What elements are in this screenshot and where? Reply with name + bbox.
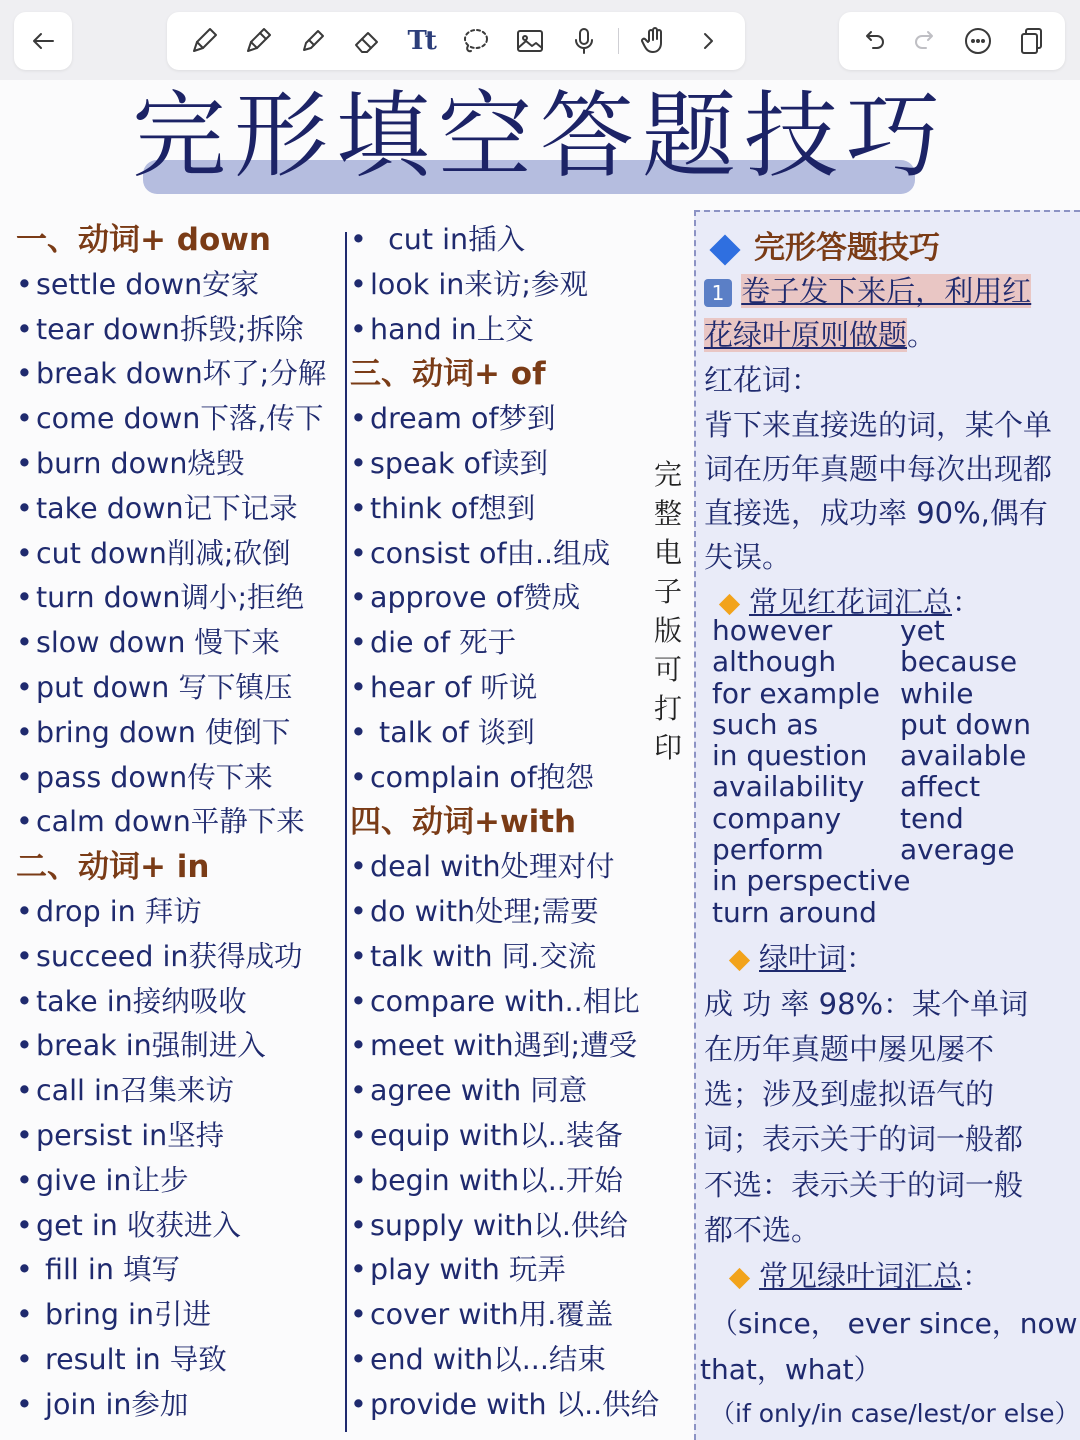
pencil-icon[interactable] <box>184 21 224 61</box>
bullet-icon: • <box>16 1118 33 1152</box>
phrase-column-middle <box>350 218 660 1428</box>
vertical-note-char: 印 <box>653 731 682 764</box>
phrase-item <box>350 1383 660 1428</box>
green-desc-3: 选；涉及到虚拟语气的 <box>704 1077 995 1111</box>
bullet-icon: • <box>16 446 33 480</box>
red-word: affect <box>900 770 981 804</box>
phrase-item <box>16 352 346 397</box>
bullet-icon: • <box>350 1074 367 1108</box>
phrase-text: provide with 以..供给 <box>370 1387 660 1421</box>
bullet-icon: • <box>16 939 33 973</box>
history-actions <box>839 12 1065 70</box>
red-desc-4: 失误。 <box>704 540 792 574</box>
image-icon[interactable] <box>510 21 550 61</box>
green-words-line-1: （since， ever since，now <box>710 1307 1078 1340</box>
phrase-text: deal with处理对付 <box>370 850 615 884</box>
phrase-item <box>350 1069 650 1114</box>
page-title: 完形填空答题技巧 <box>131 82 948 191</box>
phrase-item <box>350 845 650 890</box>
bullet-icon: • <box>350 267 367 301</box>
bullet-icon: • <box>350 670 367 704</box>
phrase-text: tear down拆毁;拆除 <box>36 312 304 346</box>
phrase-item <box>16 980 346 1025</box>
bullet-icon: • <box>16 760 33 794</box>
phrase-item <box>350 442 650 487</box>
column-divider <box>345 232 347 1432</box>
phrase-text: play with 玩弄 <box>370 1253 566 1287</box>
section-heading <box>16 845 346 890</box>
bullet-icon: • <box>16 1163 33 1197</box>
bullet-icon: • <box>16 357 33 391</box>
phrase-item <box>16 442 346 487</box>
bullet-icon: • <box>16 491 33 525</box>
phrase-text: turn down调小;拒绝 <box>36 581 305 615</box>
bullet-icon: • <box>16 1342 33 1376</box>
phrase-text: consist of由..组成 <box>370 536 611 570</box>
phrase-text: pass down传下来 <box>36 760 273 794</box>
phrase-text: 二、动词+ in <box>16 849 210 886</box>
phrase-text: come down下落,传下 <box>36 402 324 436</box>
vertical-note-char: 版 <box>653 614 682 647</box>
phrase-text: give in让步 <box>36 1163 189 1197</box>
phrase-text: get in 收获进入 <box>36 1208 241 1242</box>
highlighter-icon[interactable] <box>293 21 333 61</box>
orange-diamond-icon <box>729 949 750 970</box>
vertical-note-char: 整 <box>653 497 682 530</box>
bullet-icon: • <box>16 715 33 749</box>
phrase-item <box>16 532 346 577</box>
green-leaf-label: 绿叶词： <box>726 936 875 977</box>
phrase-text: succeed in获得成功 <box>36 939 303 973</box>
phrase-item <box>16 756 346 801</box>
tips-panel <box>694 210 1080 1440</box>
phrase-item <box>350 666 650 711</box>
phrase-item <box>350 308 650 353</box>
green-list-title: 常见绿叶词汇总： <box>726 1254 991 1295</box>
phrase-text: approve of赞成 <box>370 581 581 615</box>
green-words-line-2: that，what） <box>700 1353 882 1386</box>
phrase-item <box>16 1024 346 1069</box>
blue-diamond-icon <box>709 234 740 265</box>
phrase-text: die of 死于 <box>370 626 517 660</box>
bullet-icon: • <box>350 536 367 570</box>
phrase-item <box>350 890 650 935</box>
phrase-text: end with以...结束 <box>370 1342 606 1376</box>
red-word-row <box>712 615 1072 646</box>
bullet-icon: • <box>350 1163 367 1197</box>
phrase-item <box>350 711 650 756</box>
phrase-text: bring in引进 <box>36 1298 211 1332</box>
phrase-text: break down坏了;分解 <box>36 357 327 391</box>
bullet-icon: • <box>350 1253 367 1287</box>
phrase-text: 四、动词+with <box>350 804 577 841</box>
red-word: put down <box>900 707 1031 741</box>
bullet-icon: • <box>16 536 33 570</box>
red-word: available <box>900 739 1027 773</box>
phrase-item <box>350 218 650 263</box>
lasso-icon[interactable] <box>455 21 495 61</box>
phrase-text: supply with以.供给 <box>370 1208 628 1242</box>
step-line-2: 花绿叶原则做题。 <box>704 318 937 352</box>
phrase-item <box>16 621 346 666</box>
phrase-item <box>350 576 650 621</box>
phrase-item <box>16 397 346 442</box>
back-button[interactable] <box>14 12 72 70</box>
eraser-icon[interactable] <box>347 21 387 61</box>
bullet-icon: • <box>16 267 33 301</box>
phrase-text: do with处理;需要 <box>370 894 599 928</box>
phrase-column-left <box>16 218 346 1428</box>
bullet-icon: • <box>350 894 367 928</box>
red-word-row <box>712 865 1072 896</box>
red-word-row <box>712 834 1072 865</box>
phrase-item <box>16 1159 346 1204</box>
phrase-text: look in来访;参观 <box>370 267 588 301</box>
red-word-row <box>712 771 1072 802</box>
undo-icon[interactable] <box>853 21 893 61</box>
bullet-icon: • <box>350 402 367 436</box>
red-word-row <box>712 897 1072 928</box>
red-word: for example <box>712 676 880 710</box>
bullet-icon: • <box>350 1387 367 1421</box>
red-word: yet <box>900 614 945 647</box>
red-word: perform <box>712 833 824 867</box>
red-word-row <box>712 678 1072 709</box>
phrase-text: 三、动词+ of <box>350 356 546 393</box>
bullet-icon: • <box>350 312 367 346</box>
vertical-note-char: 电 <box>653 536 682 569</box>
more-icon[interactable] <box>958 21 998 61</box>
phrase-text: cut in插入 <box>370 223 526 256</box>
vertical-note <box>650 455 686 767</box>
phrase-item <box>16 1293 346 1338</box>
toolbar-divider <box>618 28 619 54</box>
bullet-icon: • <box>350 1029 367 1063</box>
phrase-text: agree with 同意 <box>370 1074 588 1108</box>
bullet-icon: • <box>350 581 367 615</box>
bullet-icon: • <box>350 491 367 525</box>
pages-icon[interactable] <box>1011 21 1051 61</box>
green-desc-4: 词；表示关于的词一般都 <box>704 1122 1024 1156</box>
phrase-text: 一、动词+ down <box>16 222 271 258</box>
red-word-row <box>712 803 1072 834</box>
phrase-text: take down记下记录 <box>36 491 298 525</box>
phrase-text: call in召集来访 <box>36 1074 235 1108</box>
bullet-icon: • <box>350 223 367 256</box>
phrase-text: fill in 填写 <box>36 1253 180 1287</box>
phrase-text: cut down削减;砍倒 <box>36 536 291 570</box>
bullet-icon: • <box>350 446 367 480</box>
phrase-item <box>350 1248 650 1293</box>
phrase-item <box>350 1204 650 1249</box>
phrase-item <box>350 756 650 801</box>
phrase-text: meet with遇到;遭受 <box>370 1029 638 1063</box>
phrase-item <box>16 1338 346 1383</box>
green-desc-5: 不选：表示关于的词一般 <box>704 1168 1024 1202</box>
green-words-line-3: （if only/in case/lest/or else） <box>710 1399 1080 1428</box>
phrase-item <box>350 532 650 577</box>
phrase-item <box>16 576 346 621</box>
section-heading <box>350 800 650 845</box>
arrow-left-icon <box>23 21 63 61</box>
phrase-text: complain of抱怨 <box>370 760 594 794</box>
phrase-item <box>16 800 346 845</box>
red-word: while <box>900 676 974 710</box>
bullet-icon: • <box>350 850 367 884</box>
bullet-icon: • <box>350 939 367 973</box>
keycap-one-icon: 1 <box>704 279 732 307</box>
bullet-icon: • <box>16 1387 33 1421</box>
step-line-1: 1 卷子发下来后，利用红 <box>704 269 1031 310</box>
phrase-item <box>16 1114 346 1159</box>
bullet-icon: • <box>16 1208 33 1242</box>
vertical-note-char: 打 <box>653 692 682 725</box>
redo-icon[interactable] <box>906 21 946 61</box>
red-desc-3: 直接选，成功率 90%,偶有 <box>704 496 1048 530</box>
phrase-text: hear of 听说 <box>370 670 538 704</box>
phrase-text: burn down烧毁 <box>36 446 245 480</box>
bullet-icon: • <box>350 984 367 1018</box>
phrase-item <box>16 263 346 308</box>
bullet-icon: • <box>350 1118 367 1152</box>
phrase-text: compare with..相比 <box>370 984 640 1018</box>
red-word: in question <box>712 739 868 773</box>
red-word: average <box>900 833 1015 867</box>
panel-title: 完形答题技巧 <box>704 222 940 267</box>
microphone-icon[interactable] <box>564 21 604 61</box>
red-list-title: 常见红花词汇总： <box>716 580 981 621</box>
phrase-text: dream of梦到 <box>370 402 556 436</box>
phrase-text: break in强制进入 <box>36 1029 266 1063</box>
text-tool-icon[interactable]: Tt <box>407 26 435 56</box>
bullet-icon: • <box>16 670 33 704</box>
bullet-icon: • <box>16 984 33 1018</box>
red-desc-1: 背下来直接选的词，某个单 <box>704 408 1053 442</box>
bullet-icon: • <box>16 805 33 839</box>
phrase-text: speak of读到 <box>370 446 548 480</box>
phrase-text: join in参加 <box>36 1387 189 1421</box>
bullet-icon: • <box>16 581 33 615</box>
vertical-note-char: 完 <box>653 458 682 491</box>
phrase-item <box>350 1293 650 1338</box>
phrase-item <box>350 1338 650 1383</box>
red-word-row <box>712 740 1072 771</box>
phrase-text: think of想到 <box>370 491 536 525</box>
red-desc-2: 词在历年真题中每次出现都 <box>704 452 1053 486</box>
green-desc-6: 都不选。 <box>704 1213 821 1247</box>
phrase-text: slow down 慢下来 <box>36 626 281 660</box>
red-word: tend <box>900 801 964 835</box>
toolbar <box>0 0 1080 80</box>
tool-palette <box>167 12 745 70</box>
phrase-item <box>16 711 346 756</box>
green-desc-1: 成 功 率 98%：某个单词 <box>704 987 1029 1021</box>
phrase-text: cover with用.覆盖 <box>370 1298 614 1332</box>
bullet-icon: • <box>350 715 367 749</box>
phrase-item <box>350 980 650 1025</box>
red-word: such as <box>712 707 819 741</box>
bullet-icon: • <box>16 1253 33 1287</box>
phrase-item <box>16 935 346 980</box>
red-word: turn around <box>712 895 877 929</box>
red-word: because <box>900 645 1018 679</box>
phrase-text: drop in 拜访 <box>36 894 202 928</box>
bullet-icon: • <box>350 626 367 660</box>
red-word: company <box>712 801 842 835</box>
bullet-icon: • <box>16 626 33 660</box>
phrase-text: bring down 使倒下 <box>36 715 291 749</box>
red-word-row <box>712 646 1072 677</box>
phrase-item <box>350 397 650 442</box>
phrase-text: talk with 同.交流 <box>370 939 597 973</box>
phrase-item <box>350 935 650 980</box>
phrase-text: take in接纳吸收 <box>36 984 247 1018</box>
phrase-item <box>16 1204 346 1249</box>
chevron-right-icon[interactable] <box>688 21 728 61</box>
red-word: availability <box>712 770 865 804</box>
phrase-text: equip with以..装备 <box>370 1118 623 1152</box>
phrase-text: result in 导致 <box>36 1342 227 1376</box>
bullet-icon: • <box>350 1298 367 1332</box>
bullet-icon: • <box>16 1074 33 1108</box>
vertical-note-char: 可 <box>653 653 682 686</box>
bullet-icon: • <box>16 402 33 436</box>
phrase-item <box>16 890 346 935</box>
red-flower-label: 红花词： <box>704 363 821 397</box>
bullet-icon: • <box>16 894 33 928</box>
phrase-item <box>350 487 650 532</box>
fountain-pen-icon[interactable] <box>238 21 278 61</box>
phrase-item <box>16 1069 346 1114</box>
red-word: however <box>712 614 833 647</box>
phrase-text: talk of 谈到 <box>370 715 535 749</box>
orange-diamond-icon <box>729 1267 750 1288</box>
phrase-item <box>350 621 650 666</box>
red-word: although <box>712 645 837 679</box>
phrase-text: settle down安家 <box>36 267 260 301</box>
green-desc-2: 在历年真题中屡见屡不 <box>704 1032 995 1066</box>
vertical-note-char: 子 <box>653 575 682 608</box>
phrase-item <box>16 1248 346 1293</box>
phrase-item <box>16 308 346 353</box>
section-heading <box>16 218 346 263</box>
hand-pointer-icon[interactable] <box>634 21 674 61</box>
phrase-item <box>16 666 346 711</box>
bullet-icon: • <box>350 1208 367 1242</box>
red-word-list <box>712 615 1072 928</box>
bullet-icon: • <box>16 1029 33 1063</box>
red-word-row <box>712 709 1072 740</box>
bullet-icon: • <box>16 1298 33 1332</box>
orange-diamond-icon <box>719 593 740 614</box>
phrase-item <box>16 1383 346 1428</box>
bullet-icon: • <box>350 760 367 794</box>
bullet-icon: • <box>350 1342 367 1376</box>
bullet-icon: • <box>16 312 33 346</box>
phrase-item <box>16 487 346 532</box>
section-heading <box>350 352 650 397</box>
phrase-item <box>350 263 650 308</box>
phrase-text: persist in坚持 <box>36 1118 225 1152</box>
phrase-item <box>350 1024 650 1069</box>
phrase-text: put down 写下镇压 <box>36 670 293 704</box>
red-word: in perspective <box>712 864 911 898</box>
phrase-item <box>350 1159 650 1204</box>
phrase-text: calm down平静下来 <box>36 805 305 839</box>
phrase-text: begin with以..开始 <box>370 1163 623 1197</box>
phrase-item <box>350 1114 650 1159</box>
phrase-text: hand in上交 <box>370 312 534 346</box>
